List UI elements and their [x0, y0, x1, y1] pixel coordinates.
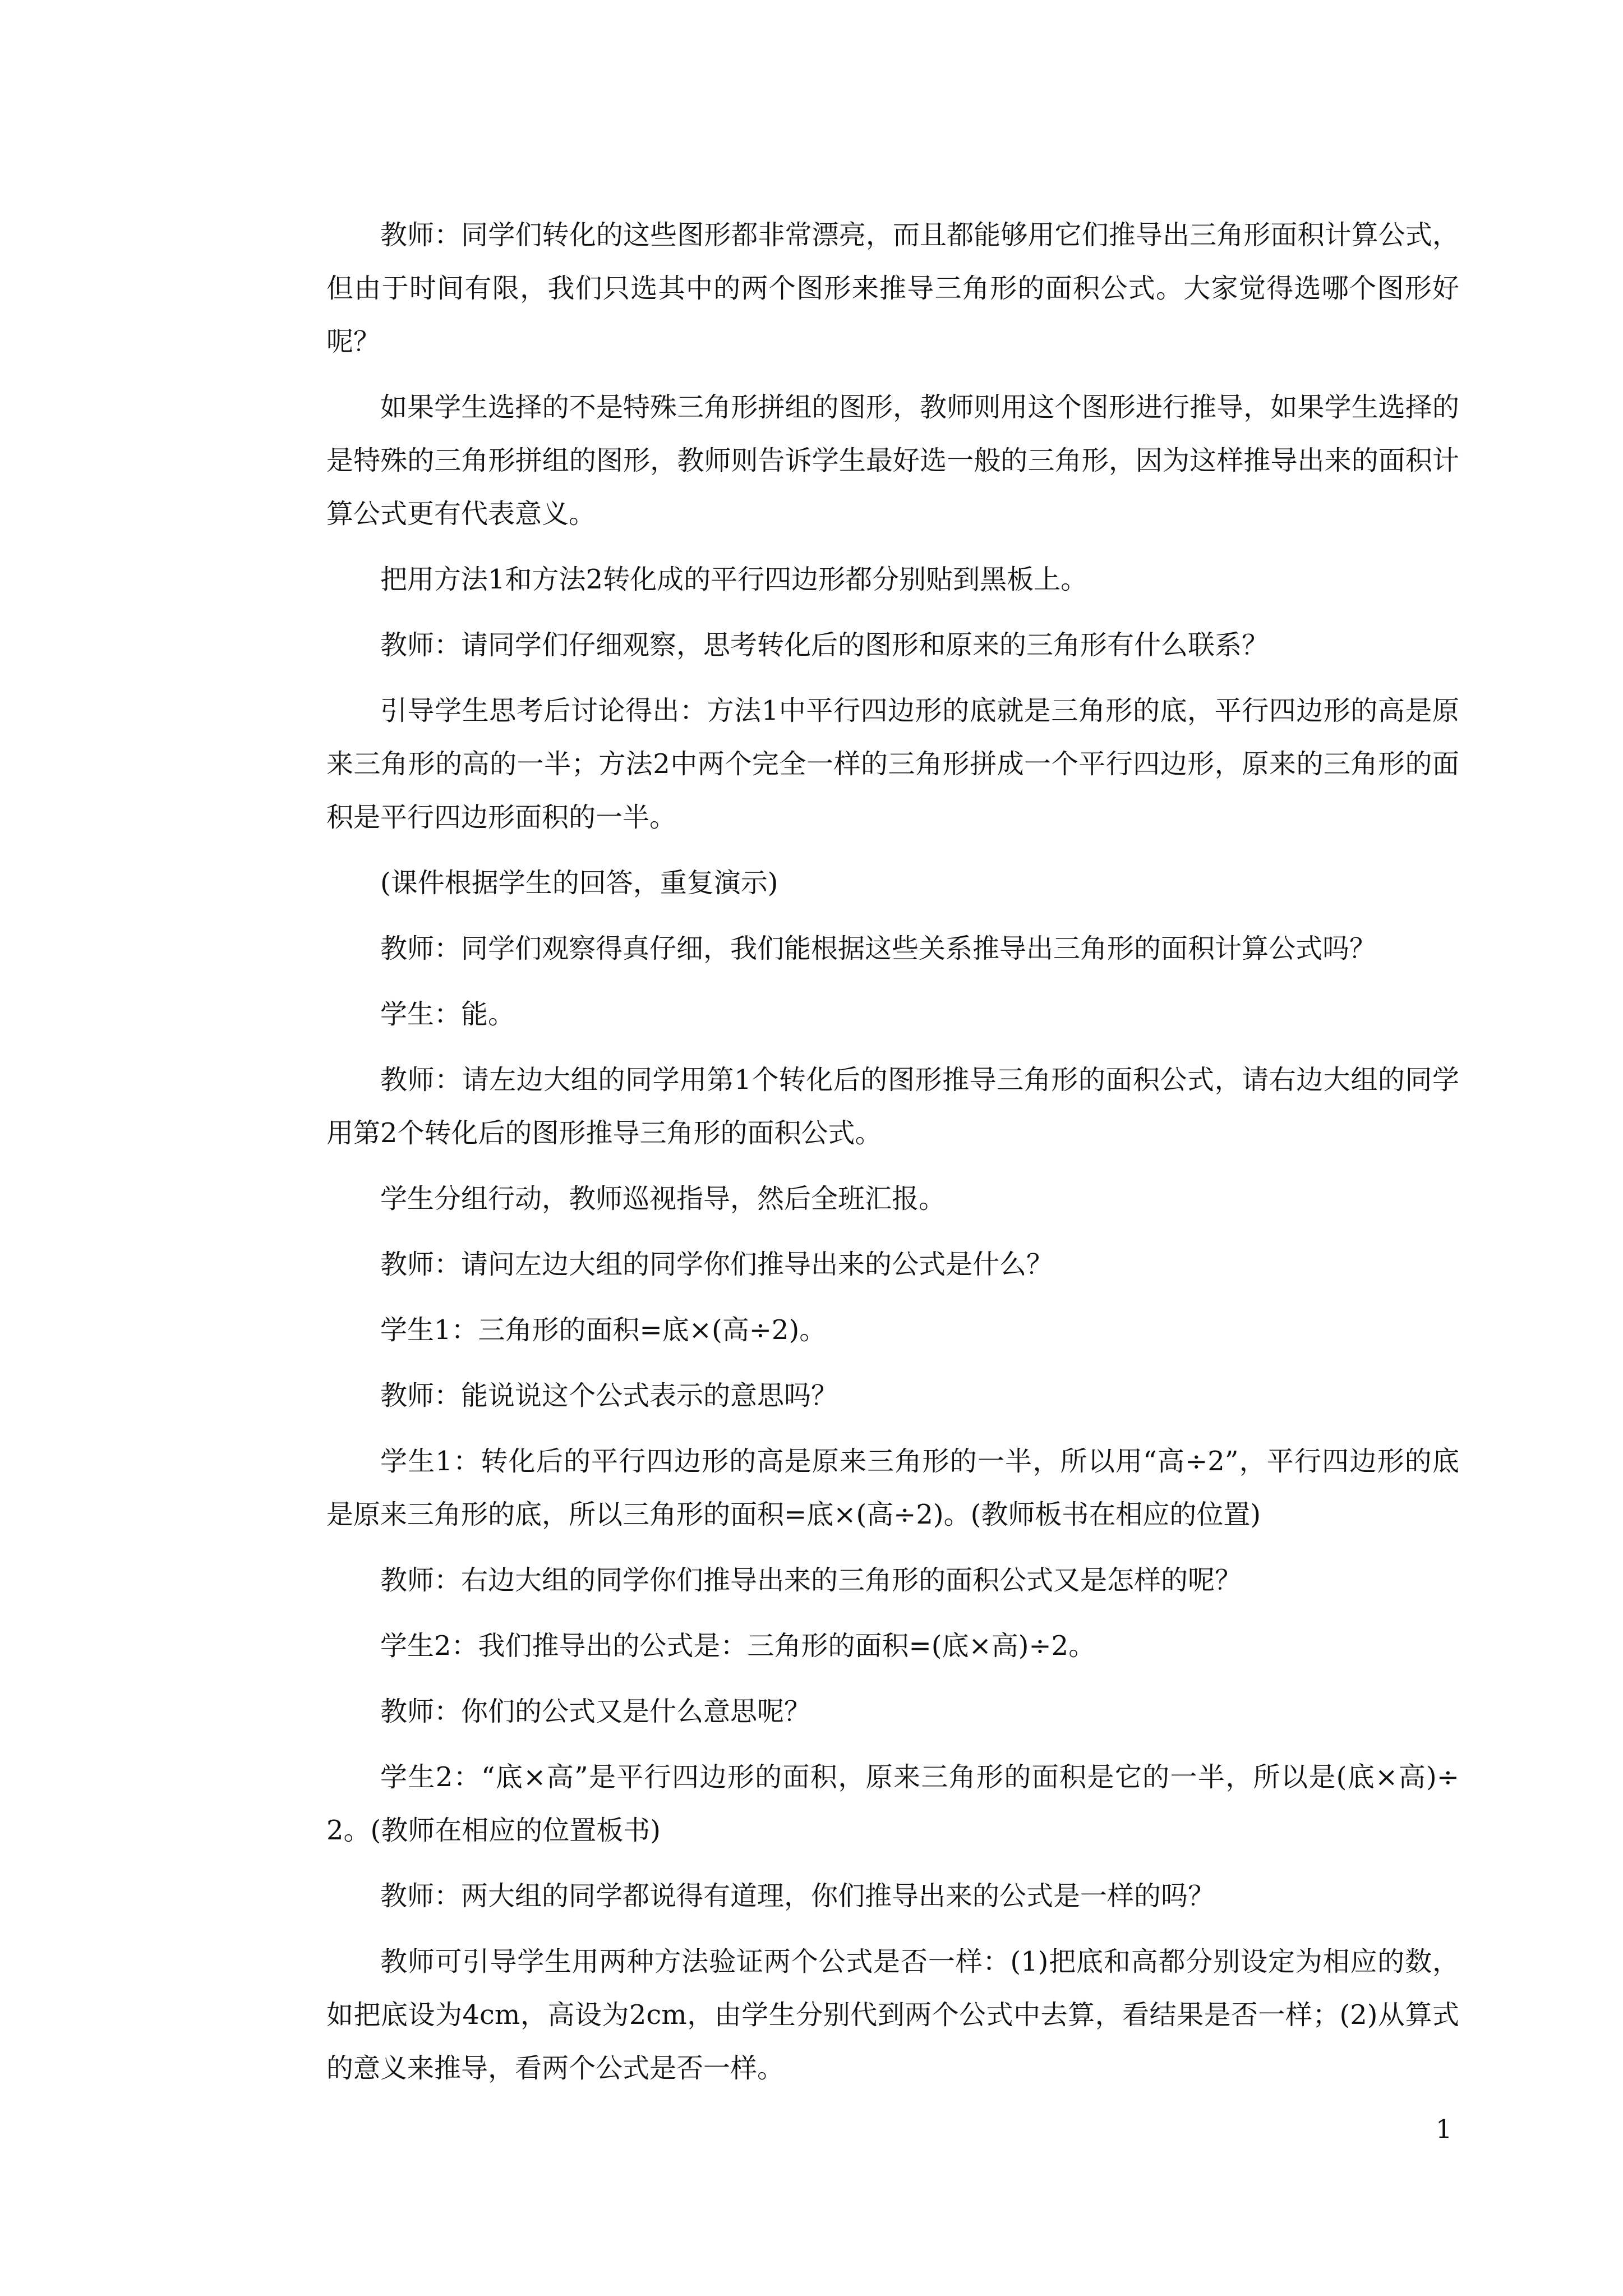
paragraph: 教师：同学们转化的这些图形都非常漂亮，而且都能够用它们推导出三角形面积计算公式，但由于时间有限，我们只选其中的两个图形来推导三角形的面积公式。大家觉得选哪个图形好呢？ [326, 219, 1459, 357]
paragraph: 教师：请左边大组的同学用第1个转化后的图形推导三角形的面积公式，请右边大组的同学用第2个转化后的图形推导三角形的面积公式。 [326, 1064, 1459, 1149]
paragraph: 把用方法1和方法2转化成的平行四边形都分别贴到黑板上。 [380, 564, 1088, 595]
paragraph: 如果学生选择的不是特殊三角形拼组的图形，教师则用这个图形进行推导，如果学生选择的是特殊的三角形拼组的图形，教师则告诉学生最好选一般的三角形，因为这样推导出来的面积计算公式更有代表意义。 [326, 392, 1459, 530]
paragraph: 学生1：三角形的面积=底×(高÷2)。 [380, 1314, 827, 1346]
page-number: 1 [1436, 2114, 1453, 2144]
paragraph: 学生2：我们推导出的公式是：三角形的面积=(底×高)÷2。 [380, 1630, 1096, 1662]
paragraph: 教师：同学们观察得真仔细，我们能根据这些关系推导出三角形的面积计算公式吗？ [380, 933, 1377, 964]
paragraph: 学生1：转化后的平行四边形的高是原来三角形的一半，所以用“高÷2”，平行四边形的底是原来三角形的底，所以三角形的面积=底×(高÷2)。(教师板书在相应的位置) [326, 1446, 1459, 1530]
paragraph: 学生：能。 [380, 999, 515, 1030]
paragraph: 学生分组行动，教师巡视指导，然后全班汇报。 [380, 1183, 946, 1214]
paragraph: 引导学生思考后讨论得出：方法1中平行四边形的底就是三角形的底，平行四边形的高是原来三角形的高的一半；方法2中两个完全一样的三角形拼成一个平行四边形，原来的三角形的面积是平行四边形面积的一半。 [326, 695, 1459, 833]
paragraph: 教师：右边大组的同学你们推导出来的三角形的面积公式又是怎样的呢？ [380, 1565, 1242, 1596]
paragraph: 教师可引导学生用两种方法验证两个公式是否一样：(1)把底和高都分别设定为相应的数，如把底设为4cm，高设为2cm，由学生分别代到两个公式中去算，看结果是否一样；(2)从算式的意义来推导，看两个公式是否一样。 [326, 1946, 1459, 2084]
paragraph: 教师：能说说这个公式表示的意思吗？ [380, 1380, 838, 1411]
paragraph: 教师：请同学们仔细观察，思考转化后的图形和原来的三角形有什么联系？ [380, 629, 1269, 661]
paragraph: (课件根据学生的回答，重复演示) [380, 867, 778, 899]
document-body [326, 209, 1459, 2108]
paragraph: 教师：请问左边大组的同学你们推导出来的公式是什么？ [380, 1249, 1054, 1280]
paragraph: 教师：你们的公式又是什么意思呢？ [380, 1696, 811, 1727]
paragraph: 学生2：“底×高”是平行四边形的面积，原来三角形的面积是它的一半，所以是(底×高)÷2。(教师在相应的位置板书) [326, 1761, 1459, 1846]
paragraph: 教师：两大组的同学都说得有道理，你们推导出来的公式是一样的吗？ [380, 1880, 1215, 1912]
